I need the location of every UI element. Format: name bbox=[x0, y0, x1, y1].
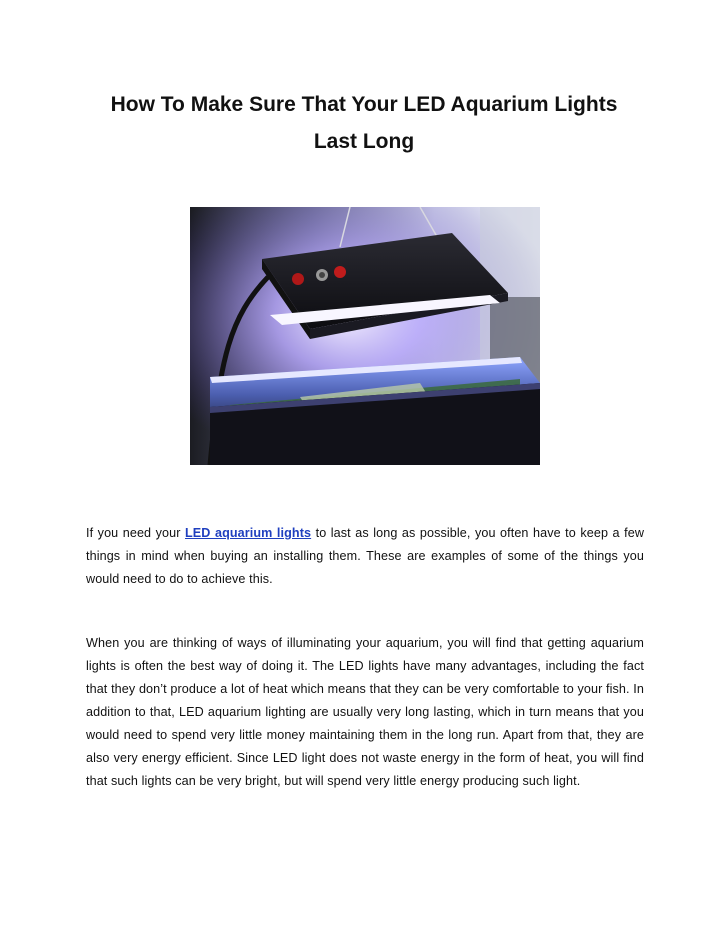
aquarium-light-photo bbox=[190, 207, 540, 465]
body-paragraph: When you are thinking of ways of illuminating your aquarium, you will find that getting aquarium lights is often the best way of doing it. The LED lights have many advantages, including the fact that they don’t produce a lot of heat which means that they can be very comfortable to your fish. In addition to that, LED aquarium lighting are usually very long lasting, which in turn means that you would need to spend very little money maintaining them in the long run. Apart from that, they are also very energy efficient. Since LED light does not waste energy in the form of heat, you will find that such lights can be very bright, but will spend very little energy producing such light. bbox=[86, 636, 644, 788]
led-aquarium-lights-link[interactable]: LED aquarium lights bbox=[185, 526, 312, 540]
page-title: How To Make Sure That Your LED Aquarium Lights Last Long bbox=[110, 93, 618, 153]
intro-paragraph bbox=[86, 522, 644, 591]
aquarium-light-illustration bbox=[190, 207, 540, 465]
intro-text-before-link: If you need your bbox=[86, 526, 186, 540]
intro-text-after-link: to last as long as possible, you often have to keep a few things in mind when buying an installing them. These are examples of some of the things you would need to do to achieve this. bbox=[86, 526, 645, 586]
